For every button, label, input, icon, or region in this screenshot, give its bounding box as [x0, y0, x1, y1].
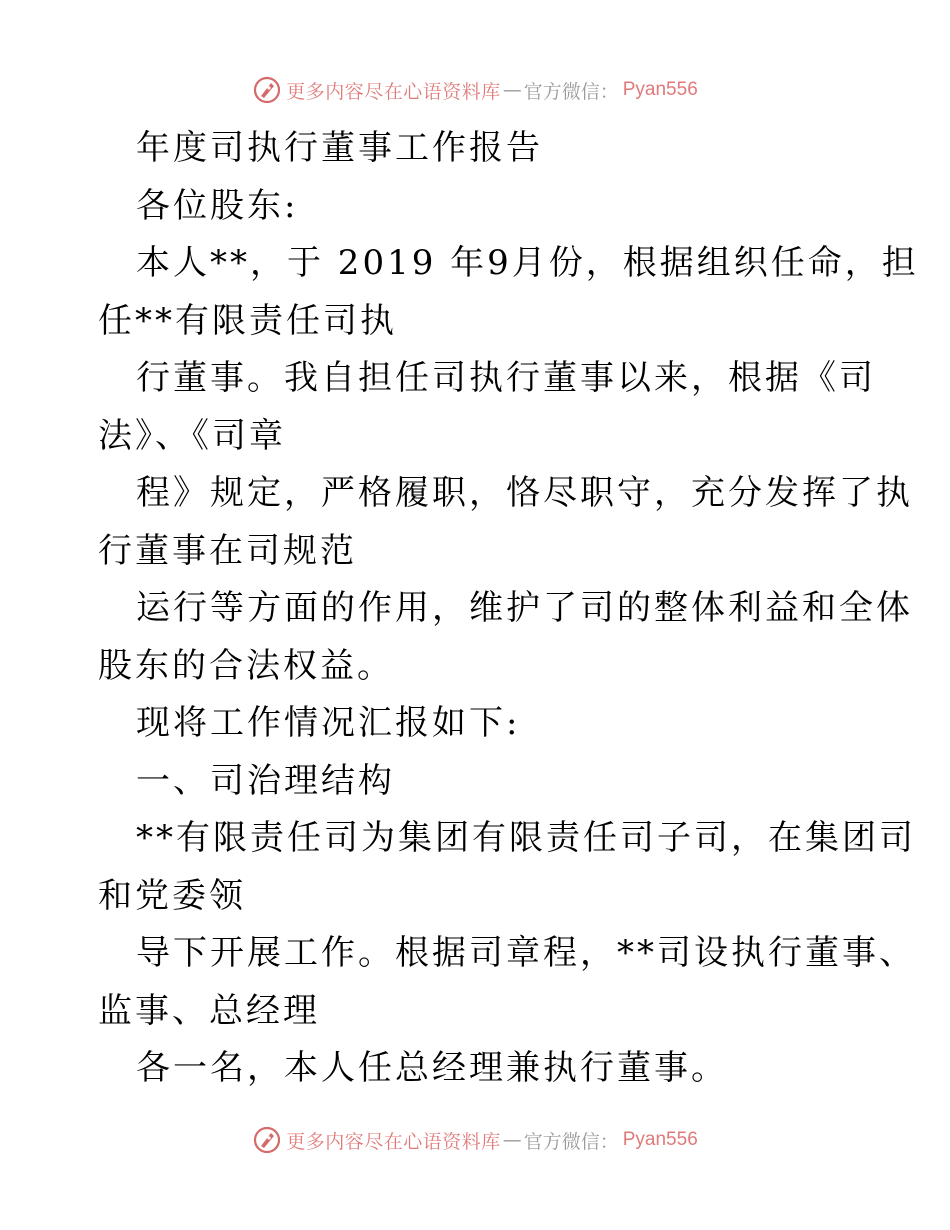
- paragraph-line: 法》、《司章: [98, 415, 286, 456]
- pen-nib-seal-icon: [252, 75, 282, 105]
- watermark-wechat-id: Pyan556: [622, 79, 698, 100]
- watermark-wechat-label: 官方微信：: [523, 80, 619, 103]
- paragraph-line: 运行等方面的作用，维护了司的整体利益和全体: [136, 588, 913, 628]
- paragraph-line: 各一名，本人任总经理兼执行董事。: [136, 1048, 728, 1088]
- watermark-text: 更多内容尽在心语资料库: [286, 1130, 501, 1153]
- footer-watermark: [0, 1120, 950, 1160]
- paragraph-line: 行董事。我自担任司执行董事以来，根据《司: [136, 358, 876, 398]
- watermark-dash: —: [502, 79, 522, 101]
- pen-nib-seal-icon: [252, 1125, 282, 1155]
- paragraph-line: 行董事在司规范: [98, 530, 357, 571]
- watermark-wechat-id: Pyan556: [622, 1129, 698, 1150]
- watermark-wechat-label: 官方微信：: [523, 1130, 619, 1153]
- watermark-text: 更多内容尽在心语资料库: [286, 80, 501, 103]
- watermark-dash: —: [502, 1129, 522, 1151]
- paragraph-line: 监事、总经理: [98, 990, 320, 1031]
- salutation: 各位股东:: [136, 185, 299, 226]
- paragraph-line: 本人**，于 2019 年9月份，根据组织任命，担: [136, 243, 919, 283]
- paragraph-line: 现将工作情况汇报如下:: [136, 703, 521, 743]
- paragraph-line: 任**有限责任司执: [98, 300, 397, 341]
- paragraph-line: 导下开展工作。根据司章程，**司设执行董事、: [136, 933, 916, 973]
- section-heading: 一、司治理结构: [136, 760, 395, 801]
- document-body: [98, 120, 919, 1098]
- header-watermark: [0, 70, 950, 110]
- paragraph-line: 股东的合法权益。: [98, 645, 394, 686]
- document-title: 年度司执行董事工作报告: [136, 128, 543, 168]
- paragraph-line: 和党委领: [98, 875, 246, 916]
- paragraph-line: **有限责任司为集团有限责任司子司，在集团司: [136, 818, 916, 858]
- paragraph-line: 程》规定，严格履职，恪尽职守，充分发挥了执: [136, 473, 913, 513]
